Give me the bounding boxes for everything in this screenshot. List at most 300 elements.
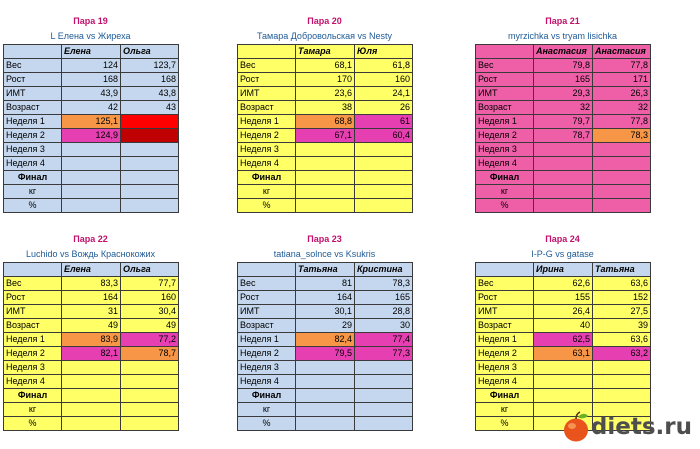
final-label-cell[interactable]: Финал [238,171,296,185]
table-row [238,389,413,403]
final-label-cell[interactable]: Финал [4,171,62,185]
value-cell[interactable]: 83,9 [62,333,121,347]
value-cell[interactable] [593,199,651,213]
final-unit-cell[interactable]: кг [476,185,534,199]
value-cell[interactable] [355,185,413,199]
row-label-cell[interactable]: Неделя 1 [4,115,62,129]
pair-subtitle: Luchido vs Вождь Краснокожих [25,249,156,259]
pair-table [237,262,413,431]
value-cell[interactable] [121,417,179,431]
table-row [238,333,413,347]
pair-subtitle: myrzichka vs tryam lisichka [507,31,617,41]
row-label-cell[interactable]: Неделя 4 [238,375,296,389]
table-row [476,115,651,129]
row-label-cell[interactable]: Неделя 1 [4,333,62,347]
value-cell[interactable]: 63,6 [593,333,651,347]
value-cell[interactable]: 29,3 [534,87,593,101]
row-label-cell[interactable]: Возраст [476,319,534,333]
value-cell[interactable]: 78,7 [534,129,593,143]
participant-name-cell[interactable]: Юля [355,45,413,59]
table-row [476,59,651,73]
table-row [238,305,413,319]
value-cell[interactable]: 39 [593,319,651,333]
pair-block [3,15,178,230]
value-cell[interactable]: 30,4 [121,305,179,319]
value-cell[interactable]: 164 [296,291,355,305]
value-cell[interactable]: 170 [296,73,355,87]
table-row [4,361,179,375]
table-row [238,277,413,291]
value-cell[interactable]: 28,8 [355,305,413,319]
row-label-cell[interactable]: Неделя 3 [4,143,62,157]
table-row [476,375,651,389]
value-cell[interactable] [121,403,179,417]
value-cell[interactable]: 160 [121,291,179,305]
final-unit-cell[interactable]: % [476,417,534,431]
value-cell[interactable] [296,361,355,375]
value-cell[interactable] [121,115,179,129]
row-label-cell[interactable]: ИМТ [4,305,62,319]
value-cell[interactable] [593,375,651,389]
pair-title: Пара 21 [545,16,580,26]
row-label-cell[interactable]: Неделя 4 [238,157,296,171]
final-label-cell[interactable]: Финал [238,389,296,403]
pair-block [3,233,178,448]
table-row [4,291,179,305]
row-label-cell[interactable]: Возраст [4,101,62,115]
final-unit-cell[interactable]: кг [476,403,534,417]
pair-title: Пара 24 [545,234,580,244]
pair-title: Пара 19 [73,16,108,26]
value-cell[interactable] [62,375,121,389]
table-row [238,361,413,375]
value-cell[interactable] [534,143,593,157]
table-row [476,347,651,361]
value-cell[interactable] [593,185,651,199]
table-row [476,305,651,319]
row-label-cell[interactable]: Вес [4,277,62,291]
row-label-cell[interactable]: Рост [476,291,534,305]
value-cell[interactable] [62,185,121,199]
row-label-cell[interactable]: Неделя 1 [476,115,534,129]
value-cell[interactable] [355,171,413,185]
row-label-cell[interactable]: Рост [238,291,296,305]
pair-subtitle: L Елена vs Жиреха [50,31,131,41]
row-label-cell[interactable]: Вес [476,277,534,291]
value-cell[interactable] [534,185,593,199]
row-label-cell[interactable]: Неделя 3 [238,361,296,375]
table-row [238,73,413,87]
row-label-cell[interactable]: Рост [4,73,62,87]
table-row [238,129,413,143]
pair-title: Пара 20 [307,16,342,26]
row-label-cell[interactable]: Неделя 3 [476,361,534,375]
table-row [476,291,651,305]
value-cell[interactable]: 160 [355,73,413,87]
value-cell[interactable]: 168 [62,73,121,87]
value-cell[interactable] [355,375,413,389]
pair-block [237,233,412,448]
final-unit-cell[interactable]: % [476,199,534,213]
table-row [4,101,179,115]
value-cell[interactable] [534,375,593,389]
value-cell[interactable] [121,389,179,403]
row-label-cell[interactable]: Неделя 4 [4,375,62,389]
table-row [4,157,179,171]
value-cell[interactable] [62,199,121,213]
table-row [4,115,179,129]
table-row [238,171,413,185]
value-cell[interactable] [62,403,121,417]
table-row [238,115,413,129]
header-blank-cell[interactable] [476,263,534,277]
participant-name-cell[interactable]: Ирина [534,263,593,277]
header-blank-cell[interactable] [4,263,62,277]
value-cell[interactable] [296,199,355,213]
header-row [238,45,413,59]
value-cell[interactable]: 77,3 [355,347,413,361]
row-label-cell[interactable]: Неделя 2 [4,347,62,361]
value-cell[interactable]: 43,9 [62,87,121,101]
header-row [476,263,651,277]
value-cell[interactable]: 68,1 [296,59,355,73]
value-cell[interactable]: 63,2 [593,347,651,361]
participant-name-cell[interactable]: Анастасия [593,45,651,59]
participant-name-cell[interactable]: Елена [62,45,121,59]
pair-table [237,44,413,213]
value-cell[interactable] [62,389,121,403]
value-cell[interactable]: 77,8 [593,59,651,73]
value-cell[interactable]: 68,8 [296,115,355,129]
value-cell[interactable] [593,389,651,403]
row-label-cell[interactable]: ИМТ [238,87,296,101]
row-label-cell[interactable]: Неделя 3 [238,143,296,157]
value-cell[interactable]: 77,2 [121,333,179,347]
participant-name-cell[interactable]: Ольга [121,263,179,277]
value-cell[interactable]: 49 [121,319,179,333]
header-row [4,263,179,277]
row-label-cell[interactable]: Неделя 1 [238,333,296,347]
row-label-cell[interactable]: Неделя 2 [238,129,296,143]
table-row [4,319,179,333]
value-cell[interactable] [355,157,413,171]
row-label-cell[interactable]: Рост [476,73,534,87]
row-label-cell[interactable]: Неделя 4 [4,157,62,171]
value-cell[interactable] [355,361,413,375]
value-cell[interactable] [534,361,593,375]
final-unit-cell[interactable]: % [238,417,296,431]
value-cell[interactable] [62,157,121,171]
value-cell[interactable] [534,389,593,403]
final-unit-cell[interactable]: % [4,199,62,213]
row-label-cell[interactable]: ИМТ [4,87,62,101]
table-row [476,389,651,403]
value-cell[interactable] [121,185,179,199]
header-blank-cell[interactable] [238,45,296,59]
value-cell[interactable] [593,143,651,157]
header-blank-cell[interactable] [476,45,534,59]
participant-name-cell[interactable]: Татьяна [296,263,355,277]
pair-subtitle: I-P-G vs gatase [531,249,594,259]
pair-title: Пара 22 [73,234,108,244]
table-row [476,143,651,157]
table-row [476,199,651,213]
final-unit-cell[interactable]: % [238,199,296,213]
participant-name-cell[interactable]: Татьяна [593,263,651,277]
value-cell[interactable]: 30,1 [296,305,355,319]
value-cell[interactable]: 171 [593,73,651,87]
value-cell[interactable] [121,129,179,143]
value-cell[interactable]: 40 [534,319,593,333]
value-cell[interactable]: 165 [355,291,413,305]
table-row [4,143,179,157]
value-cell[interactable]: 81 [296,277,355,291]
value-cell[interactable]: 23,6 [296,87,355,101]
value-cell[interactable] [593,157,651,171]
value-cell[interactable] [121,199,179,213]
row-label-cell[interactable]: Неделя 4 [476,157,534,171]
final-label-cell[interactable]: Финал [476,389,534,403]
value-cell[interactable]: 78,3 [355,277,413,291]
header-row [238,263,413,277]
final-unit-cell[interactable]: кг [238,403,296,417]
pair-block [237,15,412,230]
table-row [4,333,179,347]
final-label-cell[interactable]: Финал [476,171,534,185]
value-cell[interactable]: 30 [355,319,413,333]
value-cell[interactable] [62,143,121,157]
value-cell[interactable] [121,143,179,157]
value-cell[interactable] [355,417,413,431]
table-row [476,157,651,171]
value-cell[interactable]: 24,1 [355,87,413,101]
final-unit-cell[interactable]: кг [238,185,296,199]
pair-subtitle: Тамара Добровольская vs Nesty [256,31,393,41]
row-label-cell[interactable]: Вес [4,59,62,73]
pair-table [3,262,179,431]
table-row [476,87,651,101]
value-cell[interactable]: 42 [62,101,121,115]
value-cell[interactable]: 60,4 [355,129,413,143]
value-cell[interactable]: 124,9 [62,129,121,143]
site-logo-text: diets.ru [590,414,692,440]
value-cell[interactable] [296,171,355,185]
value-cell[interactable]: 67,1 [296,129,355,143]
value-cell[interactable] [296,157,355,171]
value-cell[interactable] [534,157,593,171]
table-row [4,73,179,87]
pair-block [475,15,650,230]
table-row [476,333,651,347]
value-cell[interactable]: 26 [355,101,413,115]
apple-logo-icon [561,411,591,443]
table-row [238,403,413,417]
value-cell[interactable]: 79,7 [534,115,593,129]
table-row [476,185,651,199]
table-row [4,389,179,403]
participant-name-cell[interactable]: Елена [62,263,121,277]
table-row [4,305,179,319]
value-cell[interactable]: 152 [593,291,651,305]
value-cell[interactable] [355,403,413,417]
header-row [476,45,651,59]
table-row [476,277,651,291]
final-unit-cell[interactable]: кг [4,185,62,199]
final-label-cell[interactable]: Финал [4,389,62,403]
row-label-cell[interactable]: ИМТ [238,305,296,319]
value-cell[interactable]: 26,4 [534,305,593,319]
table-row [238,417,413,431]
table-row [238,291,413,305]
pair-table [475,262,651,431]
value-cell[interactable] [355,143,413,157]
row-label-cell[interactable]: Рост [4,291,62,305]
table-row [238,143,413,157]
row-label-cell[interactable]: Возраст [476,101,534,115]
header-row [4,45,179,59]
value-cell[interactable]: 26,3 [593,87,651,101]
value-cell[interactable]: 63,6 [593,277,651,291]
pair-subtitle: tatiana_solnce vs Ksukris [273,249,376,259]
table-row [476,319,651,333]
value-cell[interactable] [62,171,121,185]
final-unit-cell[interactable]: % [4,417,62,431]
value-cell[interactable] [296,375,355,389]
row-label-cell[interactable]: Неделя 2 [238,347,296,361]
table-row [238,59,413,73]
table-row [238,375,413,389]
value-cell[interactable] [296,417,355,431]
table-row [4,347,179,361]
table-row [4,199,179,213]
value-cell[interactable] [121,171,179,185]
table-row [4,403,179,417]
table-row [238,347,413,361]
value-cell[interactable]: 49 [62,319,121,333]
row-label-cell[interactable]: Неделя 1 [238,115,296,129]
value-cell[interactable]: 165 [534,73,593,87]
value-cell[interactable]: 78,7 [121,347,179,361]
value-cell[interactable]: 124 [62,59,121,73]
value-cell[interactable] [593,361,651,375]
header-blank-cell[interactable] [4,45,62,59]
row-label-cell[interactable]: ИМТ [476,305,534,319]
value-cell[interactable]: 31 [62,305,121,319]
value-cell[interactable]: 43 [121,101,179,115]
value-cell[interactable]: 82,4 [296,333,355,347]
row-label-cell[interactable]: Неделя 2 [4,129,62,143]
value-cell[interactable] [62,361,121,375]
table-row [4,185,179,199]
row-label-cell[interactable]: Возраст [238,101,296,115]
table-row [4,59,179,73]
value-cell[interactable] [296,389,355,403]
value-cell[interactable] [534,171,593,185]
value-cell[interactable] [62,417,121,431]
value-cell[interactable] [355,199,413,213]
pair-table [475,44,651,213]
row-label-cell[interactable]: Неделя 1 [476,333,534,347]
row-label-cell[interactable]: Неделя 3 [476,143,534,157]
value-cell[interactable]: 32 [593,101,651,115]
value-cell[interactable]: 78,3 [593,129,651,143]
value-cell[interactable]: 63,1 [534,347,593,361]
row-label-cell[interactable]: Возраст [238,319,296,333]
value-cell[interactable] [296,403,355,417]
value-cell[interactable]: 77,8 [593,115,651,129]
value-cell[interactable]: 125,1 [62,115,121,129]
table-row [476,129,651,143]
pair-title: Пара 23 [307,234,342,244]
value-cell[interactable] [296,185,355,199]
value-cell[interactable]: 83,3 [62,277,121,291]
row-label-cell[interactable]: Вес [238,59,296,73]
pair-table [3,44,179,213]
participant-name-cell[interactable]: Ольга [121,45,179,59]
table-row [238,157,413,171]
row-label-cell[interactable]: Неделя 2 [476,347,534,361]
value-cell[interactable]: 38 [296,101,355,115]
value-cell[interactable]: 77,4 [355,333,413,347]
value-cell[interactable]: 82,1 [62,347,121,361]
participant-name-cell[interactable]: Тамара [296,45,355,59]
value-cell[interactable] [121,157,179,171]
value-cell[interactable]: 164 [62,291,121,305]
row-label-cell[interactable]: Рост [238,73,296,87]
value-cell[interactable]: 29 [296,319,355,333]
value-cell[interactable]: 77,7 [121,277,179,291]
value-cell[interactable]: 61 [355,115,413,129]
value-cell[interactable]: 27,5 [593,305,651,319]
value-cell[interactable]: 79,8 [534,59,593,73]
value-cell[interactable] [534,199,593,213]
table-row [476,73,651,87]
table-row [4,375,179,389]
value-cell[interactable]: 32 [534,101,593,115]
participant-name-cell[interactable]: Кристина [355,263,413,277]
final-unit-cell[interactable]: кг [4,403,62,417]
value-cell[interactable]: 62,5 [534,333,593,347]
table-row [238,101,413,115]
row-label-cell[interactable]: Неделя 2 [476,129,534,143]
header-blank-cell[interactable] [238,263,296,277]
value-cell[interactable]: 155 [534,291,593,305]
value-cell[interactable] [593,171,651,185]
row-label-cell[interactable]: Вес [476,59,534,73]
value-cell[interactable]: 62,6 [534,277,593,291]
value-cell[interactable]: 61,8 [355,59,413,73]
value-cell[interactable] [355,389,413,403]
value-cell[interactable] [121,361,179,375]
value-cell[interactable]: 43,8 [121,87,179,101]
value-cell[interactable]: 79,5 [296,347,355,361]
row-label-cell[interactable]: Неделя 4 [476,375,534,389]
value-cell[interactable] [296,143,355,157]
participant-name-cell[interactable]: Анастасия [534,45,593,59]
table-row [4,417,179,431]
table-row [4,129,179,143]
row-label-cell[interactable]: Вес [238,277,296,291]
row-label-cell[interactable]: Возраст [4,319,62,333]
value-cell[interactable] [121,375,179,389]
row-label-cell[interactable]: Неделя 3 [4,361,62,375]
table-row [238,87,413,101]
value-cell[interactable]: 123,7 [121,59,179,73]
row-label-cell[interactable]: ИМТ [476,87,534,101]
table-row [4,87,179,101]
table-row [476,361,651,375]
value-cell[interactable]: 168 [121,73,179,87]
